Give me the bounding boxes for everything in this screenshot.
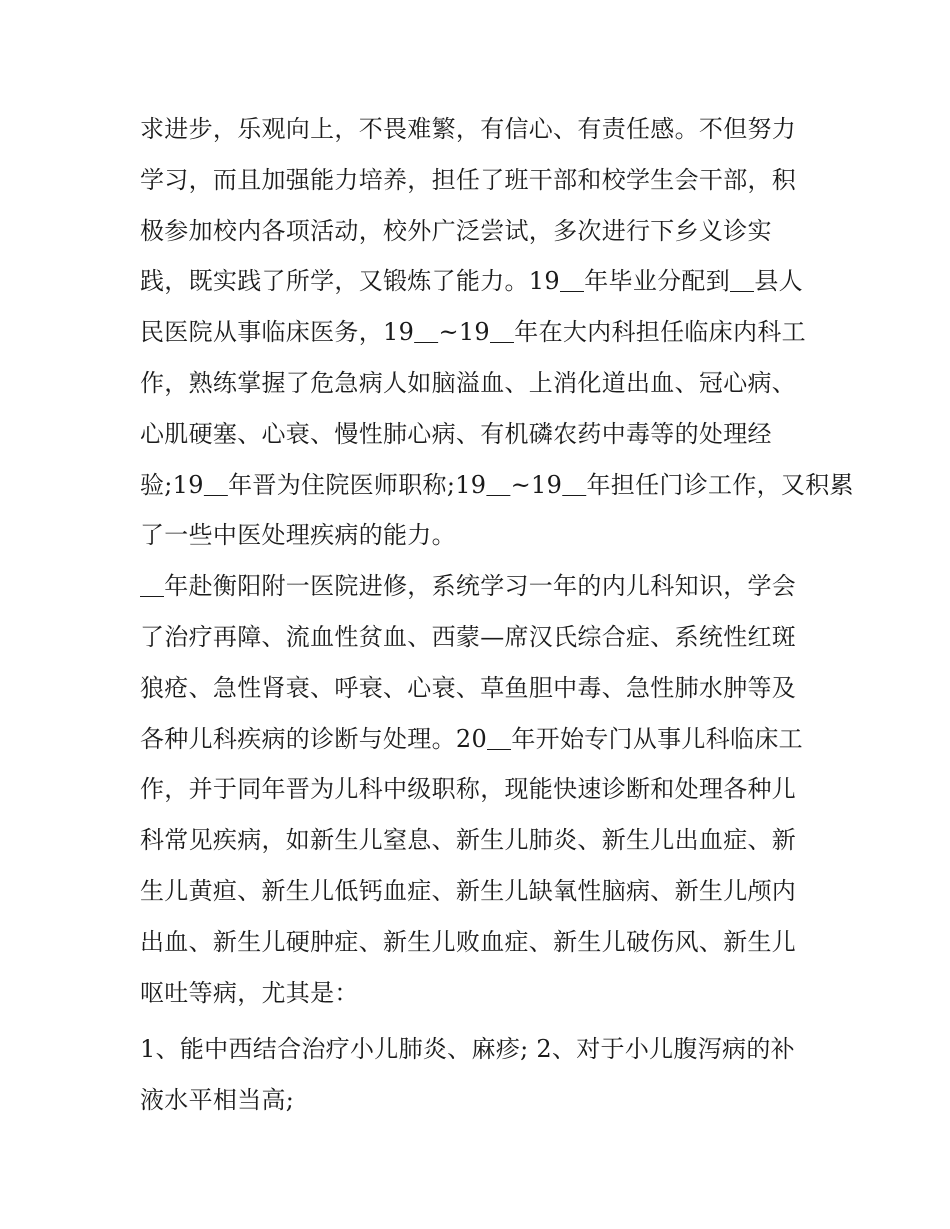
paragraph-2 [140, 561, 816, 1018]
text-line: 液水平相当高; [140, 1086, 295, 1115]
text-line: 了治疗再障、流血性贫血、西蒙—席汉氏综合症、系统性红斑 [140, 622, 797, 651]
text-line: 作，熟练掌握了危急病人如脑溢血、上消化道出血、冠心病、 [140, 368, 797, 397]
text-line: 践，既实践了所学，又锻炼了能力。19＿年毕业分配到＿县人 [140, 267, 803, 296]
paragraph-3 [140, 1024, 816, 1126]
body-text [140, 104, 854, 1126]
text-line: 心肌硬塞、心衰、慢性肺心病、有机磷农药中毒等的处理经 [140, 419, 772, 448]
text-line: 生儿黄疸、新生儿低钙血症、新生儿缺氧性脑病、新生儿颅内 [140, 876, 797, 905]
text-line: 了一些中医处理疾病的能力。 [140, 521, 456, 550]
text-line: 作，并于同年晋为儿科中级职称，现能快速诊断和处理各种儿 [140, 775, 797, 804]
text-line: 出血、新生儿硬肿症、新生儿败血症、新生儿破伤风、新生儿 [140, 927, 797, 956]
text-line: 1、能中西结合治疗小儿肺炎、麻疹; 2、对于小儿腹泻病的补 [140, 1035, 795, 1064]
text-line: ＿年赴衡阳附一医院进修，系统学习一年的内儿科知识，学会 [140, 572, 797, 601]
text-line: 狼疮、急性肾衰、呼衰、心衰、草鱼胆中毒、急性肺水肿等及 [140, 673, 797, 702]
paragraph-1 [140, 104, 854, 561]
text-line: 呕吐等病，尤其是： [140, 978, 359, 1007]
text-line: 验;19＿年晋为住院医师职称;19＿~19＿年担任门诊工作，又积累 [140, 470, 854, 499]
text-line: 学习，而且加强能力培养，担任了班干部和校学生会干部，积 [140, 165, 797, 194]
text-line: 极参加校内各项活动，校外广泛尝试，多次进行下乡义诊实 [140, 216, 772, 245]
text-line: 科常见疾病，如新生儿窒息、新生儿肺炎、新生儿出血症、新 [140, 826, 797, 855]
text-line: 各种儿科疾病的诊断与处理。20＿年开始专门从事儿科临床工 [140, 724, 803, 753]
text-line: 民医院从事临床医务，19＿~19＿年在大内科担任临床内科工 [140, 318, 806, 347]
text-line: 求进步，乐观向上，不畏难繁，有信心、有责任感。不但努力 [140, 115, 797, 143]
